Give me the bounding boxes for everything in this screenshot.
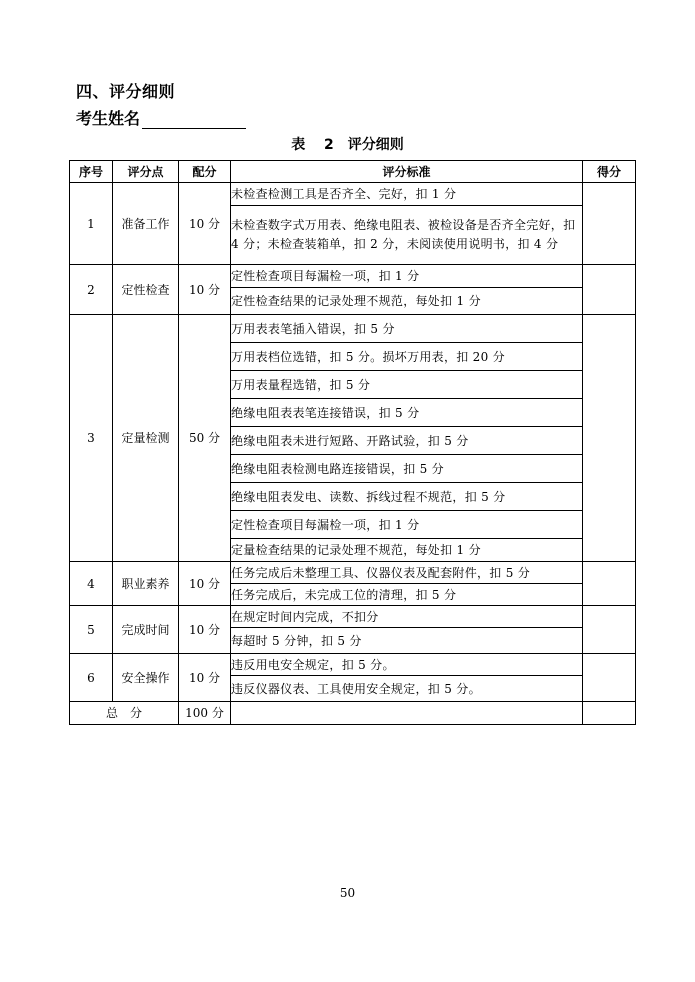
total-got-blank — [583, 702, 636, 725]
row-criterion: 定性检查项目每漏检一项，扣 1 分 — [231, 265, 583, 288]
examinee-name-blank — [142, 110, 246, 129]
row-got-blank — [583, 183, 636, 265]
table-row — [70, 562, 636, 584]
row-no: 3 — [70, 315, 113, 562]
header-row — [70, 161, 636, 183]
header-score: 配分 — [179, 161, 231, 183]
row-point: 完成时间 — [113, 606, 179, 654]
total-label: 总 分 — [70, 702, 179, 725]
row-criterion: 违反用电安全规定，扣 5 分。 — [231, 654, 583, 676]
row-point: 职业素养 — [113, 562, 179, 606]
header-criteria: 评分标准 — [231, 161, 583, 183]
row-criterion: 绝缘电阻表发电、读数、拆线过程不规范，扣 5 分 — [231, 483, 583, 511]
examinee-name-field — [76, 106, 246, 129]
row-got-blank — [583, 562, 636, 606]
total-row — [70, 702, 636, 725]
row-no: 5 — [70, 606, 113, 654]
row-score: 10 分 — [179, 606, 231, 654]
table-row — [70, 183, 636, 206]
row-no: 6 — [70, 654, 113, 702]
row-criterion: 万用表表笔插入错误，扣 5 分 — [231, 315, 583, 343]
row-got-blank — [583, 654, 636, 702]
row-criterion: 绝缘电阻表表笔连接错误，扣 5 分 — [231, 399, 583, 427]
row-no: 4 — [70, 562, 113, 606]
row-got-blank — [583, 315, 636, 562]
row-criterion: 绝缘电阻表检测电路连接错误，扣 5 分 — [231, 455, 583, 483]
row-got-blank — [583, 606, 636, 654]
header-point: 评分点 — [113, 161, 179, 183]
row-point: 定量检测 — [113, 315, 179, 562]
row-score: 10 分 — [179, 654, 231, 702]
row-criterion: 未检查数字式万用表、绝缘电阻表、被检设备是否齐全完好，扣 4 分；未检查装箱单，扣 2 分，未阅读使用说明书，扣 4 分 — [231, 206, 583, 265]
row-criterion: 万用表量程选错，扣 5 分 — [231, 371, 583, 399]
row-criterion: 定性检查结果的记录处理不规范，每处扣 1 分 — [231, 288, 583, 315]
row-criterion: 未检查检测工具是否齐全、完好，扣 1 分 — [231, 183, 583, 206]
table-row — [70, 654, 636, 676]
section-title: 四、评分细则 — [76, 82, 176, 101]
row-score: 10 分 — [179, 265, 231, 315]
row-point: 安全操作 — [113, 654, 179, 702]
row-criterion: 在规定时间内完成，不扣分 — [231, 606, 583, 628]
row-got-blank — [583, 265, 636, 315]
row-criterion: 任务完成后未整理工具、仪器仪表及配套附件，扣 5 分 — [231, 562, 583, 584]
row-score: 50 分 — [179, 315, 231, 562]
row-criterion: 每超时 5 分钟，扣 5 分 — [231, 628, 583, 654]
row-point: 定性检查 — [113, 265, 179, 315]
examinee-label: 考生姓名 — [76, 109, 141, 128]
header-got: 得分 — [583, 161, 636, 183]
row-criterion: 绝缘电阻表未进行短路、开路试验，扣 5 分 — [231, 427, 583, 455]
table-row — [70, 315, 636, 343]
row-criterion: 定性检查项目每漏检一项，扣 1 分 — [231, 511, 583, 539]
scoring-table — [69, 160, 636, 725]
table-row — [70, 606, 636, 628]
header-no: 序号 — [70, 161, 113, 183]
row-score: 10 分 — [179, 183, 231, 265]
total-score: 100 分 — [179, 702, 231, 725]
table-caption: 表 2 评分细则 — [291, 137, 404, 153]
row-no: 1 — [70, 183, 113, 265]
row-criterion: 任务完成后，未完成工位的清理，扣 5 分 — [231, 584, 583, 606]
row-no: 2 — [70, 265, 113, 315]
row-criterion: 定量检查结果的记录处理不规范，每处扣 1 分 — [231, 539, 583, 562]
row-point: 准备工作 — [113, 183, 179, 265]
row-score: 10 分 — [179, 562, 231, 606]
row-criterion: 万用表档位选错，扣 5 分。损坏万用表，扣 20 分 — [231, 343, 583, 371]
table-row — [70, 265, 636, 288]
page-number: 50 — [339, 886, 356, 900]
total-criteria-blank — [231, 702, 583, 725]
row-criterion: 违反仪器仪表、工具使用安全规定，扣 5 分。 — [231, 676, 583, 702]
